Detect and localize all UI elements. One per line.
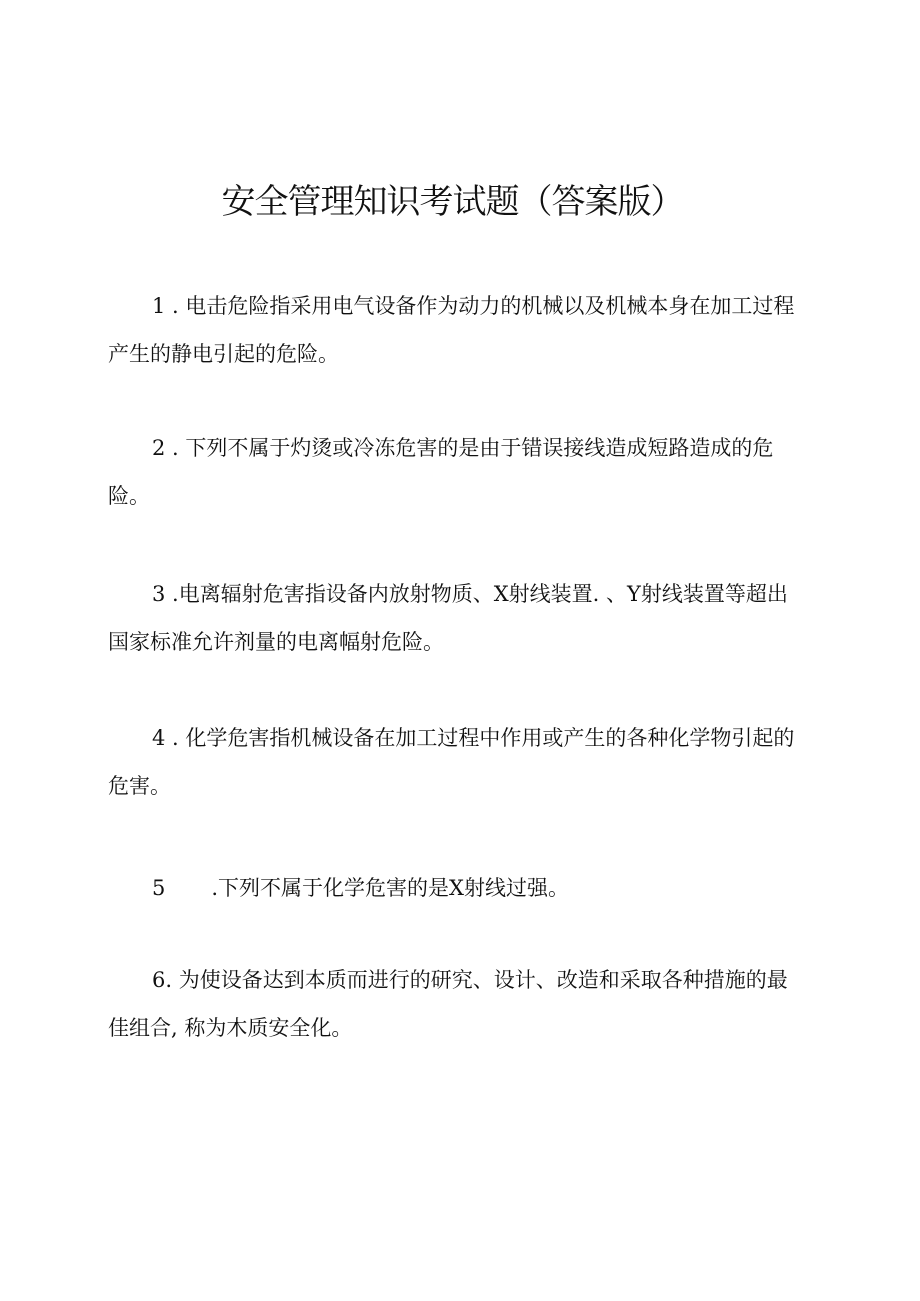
question-text: . 化学危害指机械设备在加工过程中作用或产生的各种化学物引起的危害。: [108, 726, 795, 798]
question-number: 1: [152, 294, 166, 318]
question-text: . 下列不属于灼烫或冷冻危害的是由于错误接线造成短路造成的危险。: [108, 436, 774, 508]
question-item-5: [108, 864, 808, 912]
question-number: 2: [152, 436, 166, 460]
question-number: 6: [152, 968, 166, 992]
question-item-4: [108, 714, 808, 810]
question-text: . 为使设备达到本质而进行的研究、设计、改造和采取各种措施的最佳组合, 称为木质安全化。: [108, 968, 788, 1040]
question-text: .下列不属于化学危害的是X射线过强。: [211, 876, 569, 900]
question-item-3: [108, 570, 808, 666]
question-item-6: [108, 956, 808, 1052]
question-item-2: [108, 424, 808, 520]
question-item-1: [108, 282, 808, 378]
question-number: 5: [152, 876, 166, 900]
question-number: 3: [152, 582, 166, 606]
question-text: . 电击危险指采用电气设备作为动力的机械以及机械本身在加工过程产生的静电引起的危险。: [108, 294, 795, 366]
question-number: 4: [152, 726, 166, 750]
question-text: .电离辐射危害指设备内放射物质、X射线装置. 、Y射线装置等超出国家标准允许剂量的电离幅射危险。: [108, 582, 788, 654]
page-title: 安全管理知识考试题（答案版）: [221, 182, 684, 222]
